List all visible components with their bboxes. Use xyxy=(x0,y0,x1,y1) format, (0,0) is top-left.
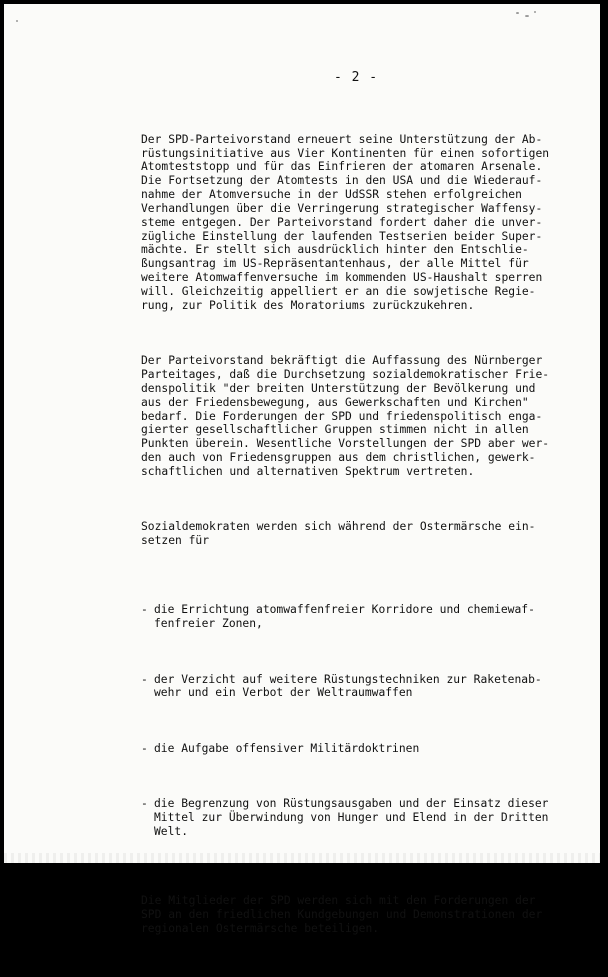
list-item-text: der Verzicht auf weitere Rüstungstechniken zur Raketenab- wehr und ein Verbot der Weltraumwaffen xyxy=(154,672,542,700)
paragraph-party-congress: Der Parteivorstand bekräftigt die Auffassung des Nürnberger Parteitages, daß die Durchsetzung sozialdemokratischer Frie- denspolitik "der breiten Unterstützung der Bevölkerung und aus der Friedensbewegung, aus Gewerkschaften und Kirchen" bedarf. Die Forderungen der SPD und friedenspolitisch enga- gierter gesellschaftlicher Gruppen stimmen nicht in allen Punkten überein. Wesentliche Vorstellungen der SPD aber wer- den auch von Friedensgruppen aus dem christlichen, gewerk- schaftlichen und alternativen Spektrum vertreten. xyxy=(141,354,550,478)
scan-speck xyxy=(516,12,519,14)
list-item-text: die Begrenzung von Rüstungsausgaben und der Einsatz dieser Mittel zur Überwindung von Hunger und Elend in der Dritten Welt. xyxy=(154,797,549,838)
scan-speck xyxy=(534,11,536,13)
list-item-text: die Aufgabe offensiver Militärdoktrinen xyxy=(154,741,420,755)
scan-speck xyxy=(525,15,529,17)
list-marker: - xyxy=(141,603,148,617)
list-item-text: die Errichtung atomwaffenfreier Korridore und chemiewaf- fenfreier Zonen, xyxy=(154,603,535,631)
scan-speck xyxy=(16,20,18,22)
list-marker: - xyxy=(141,797,148,811)
document-body xyxy=(141,105,573,977)
list-item xyxy=(141,673,573,701)
paragraph-test-stop: Der SPD-Parteivorstand erneuert seine Unterstützung der Ab- rüstungsinitiative aus Vier Kontinenten für einen sofortigen Atomteststopp und für das Einfrieren der atomaren Arsenale. Die Fortsetzung der Atomtests in den USA und die Wiederauf- nahme der Atomversuche in der UdSSR stehen erfolgreichen Verhandlungen über die Verringerung strategischer Waffensy- steme entgegen. Der Parteivorstand fordert daher die unver- zügliche Einstellung der laufenden Testserien beider Super- mächte. Er stellt sich ausdrücklich hinter den Entschlie- ßungsantrag im US-Repräsentantenhaus, der alle Mittel für weitere Atomwaffenversuche im kommenden US-Haushalt sperren will. Gleichzeitig appelliert er an die sowjetische Regie- rung, zur Politik des Moratoriums zurückzukehren. xyxy=(141,132,550,312)
document-page xyxy=(4,4,600,935)
scan-edge-noise xyxy=(4,853,600,863)
list-item xyxy=(141,603,573,631)
list-marker: - xyxy=(141,672,148,686)
paragraph-easter-marches-intro: Sozialdemokraten werden sich während der Ostermärsche ein- setzen für xyxy=(141,520,536,548)
list-item xyxy=(141,742,573,756)
paragraph-closing: Die Mitglieder der SPD werden sich mit den Forderungen der SPD an den friedlichen Kundgebungen und Demonstrationen der regionalen Ostermärsche beteiligen. xyxy=(141,894,543,935)
list-marker: - xyxy=(141,741,148,755)
page-number: - 2 - xyxy=(334,70,379,85)
list-item xyxy=(141,797,573,839)
